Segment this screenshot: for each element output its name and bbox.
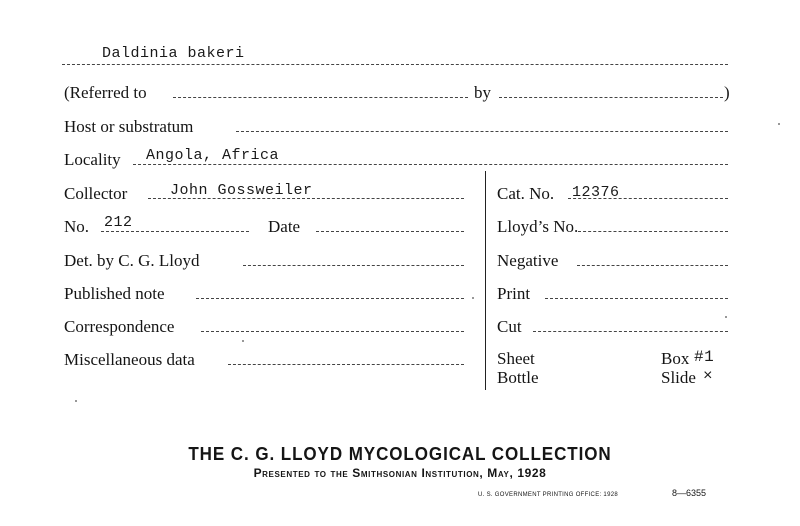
print-line bbox=[545, 298, 728, 299]
host-line bbox=[236, 131, 728, 132]
cut-line bbox=[533, 331, 728, 332]
right-box-border bbox=[485, 171, 486, 390]
scan-speck bbox=[778, 123, 780, 125]
specimen-name: Daldinia bakeri bbox=[102, 45, 245, 62]
published-note-label: Published note bbox=[64, 284, 165, 303]
miscellaneous-label: Miscellaneous data bbox=[64, 350, 195, 369]
referred-to-line bbox=[173, 97, 468, 98]
by-line bbox=[499, 97, 723, 98]
collection-subtitle: Presented to the Smithsonian Institution, May, 1928 bbox=[253, 466, 547, 480]
box-value: #1 bbox=[694, 348, 715, 366]
referred-to-label: (Referred to bbox=[64, 83, 147, 102]
cut-label: Cut bbox=[497, 317, 522, 336]
scan-speck bbox=[75, 400, 77, 402]
sheet-label: Sheet bbox=[497, 349, 535, 368]
correspondence-line bbox=[201, 331, 464, 332]
locality-value: Angola, Africa bbox=[146, 147, 280, 164]
no-value: 212 bbox=[104, 214, 133, 231]
date-label: Date bbox=[268, 217, 301, 236]
det-by-line bbox=[243, 265, 464, 266]
name-line bbox=[62, 64, 728, 65]
scan-speck bbox=[725, 316, 727, 318]
cat-no-value: 12376 bbox=[572, 184, 620, 201]
negative-label: Negative bbox=[497, 251, 559, 270]
miscellaneous-line bbox=[228, 364, 464, 365]
slide-check-mark: × bbox=[703, 367, 714, 385]
collector-value: John Gossweiler bbox=[170, 182, 313, 199]
det-by-label: Det. by C. G. Lloyd bbox=[64, 251, 200, 270]
print-label: Print bbox=[497, 284, 531, 303]
collection-title: THE C. G. LLOYD MYCOLOGICAL COLLECTION bbox=[188, 443, 612, 464]
by-label: by bbox=[474, 83, 491, 102]
lloyds-no-label: Lloyd’s No. bbox=[497, 217, 579, 236]
no-label: No. bbox=[64, 217, 90, 236]
collector-label: Collector bbox=[64, 184, 128, 203]
negative-line bbox=[577, 265, 728, 266]
bottle-label: Bottle bbox=[497, 368, 539, 387]
correspondence-label: Correspondence bbox=[64, 317, 175, 336]
date-line bbox=[316, 231, 464, 232]
box-label: Box bbox=[661, 349, 690, 368]
scan-speck bbox=[472, 297, 474, 299]
close-paren: ) bbox=[724, 83, 730, 102]
published-note-line bbox=[196, 298, 464, 299]
scan-speck bbox=[242, 340, 244, 342]
lloyds-no-line bbox=[578, 231, 728, 232]
host-label: Host or substratum bbox=[64, 117, 194, 136]
printer-imprint: U. S. GOVERNMENT PRINTING OFFICE: 1928 bbox=[478, 492, 618, 498]
slide-label: Slide bbox=[661, 368, 696, 387]
cat-no-label: Cat. No. bbox=[497, 184, 555, 203]
form-number: 8—6355 bbox=[672, 488, 707, 498]
locality-label: Locality bbox=[64, 150, 121, 169]
